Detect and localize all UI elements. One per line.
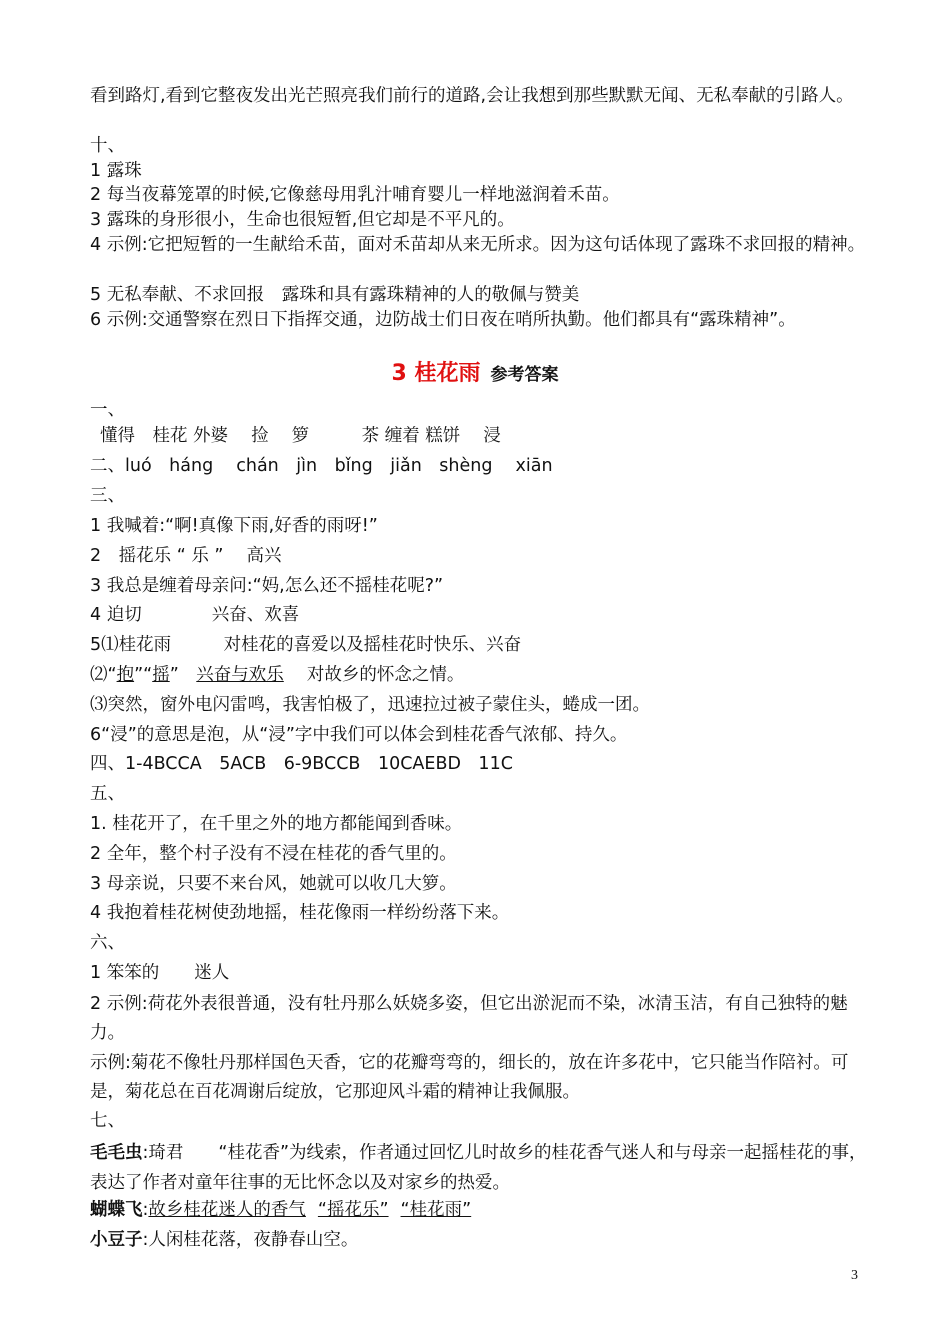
- section-two-pinyin: 二、luó háng chán jìn bǐng jiǎn shèng xiān: [90, 456, 553, 476]
- section-four-answers: 四、1-4BCCA 5ACB 6-9BCCB 10CAEBD 11C: [90, 754, 513, 774]
- answer-line: 1. 桂花开了，在千里之外的地方都能闻到香味。: [90, 814, 463, 834]
- section-five-heading: 五、: [90, 784, 125, 804]
- comment-text: :: [142, 1200, 149, 1220]
- underlined-word: 摇: [152, 665, 170, 685]
- text: ”“: [134, 665, 153, 685]
- section-one-words: 懂得 桂花 外婆 捡 箩 茶 缠着 糕饼 浸: [100, 426, 501, 446]
- lesson-title: [0, 356, 950, 387]
- answer-line: 6“浸”的意思是泡，从“浸”字中我们可以体会到桂花香气浓郁、持久。: [90, 725, 628, 745]
- lesson-title-sub: 参考答案: [490, 365, 559, 385]
- answer-line: 2 示例:荷花外表很普通，没有牡丹那么妖娆多姿，但它出淤泥而不染，冰清玉洁，有自己独特的魅力。: [90, 994, 848, 1043]
- answer-line: 1 笨笨的 迷人: [90, 963, 230, 983]
- text: ”: [169, 665, 197, 685]
- answer-line: 6 示例:交通警察在烈日下指挥交通，边防战士们日夜在哨所执勤。他们都具有“露珠精神”。: [90, 310, 796, 330]
- comment-text: :琦君 “桂花香”为线索，作者通过回忆儿时故乡的桂花香气迷人和与母亲一起摇桂花的事，表达了作者对童年往事的无比怀念以及对家乡的热爱。: [90, 1143, 867, 1193]
- answer-line: ⑶突然，窗外电闪雷鸣，我害怕极了，迅速拉过被子蒙住头，蜷成一团。: [90, 695, 650, 715]
- section-ten-heading: 十、: [90, 136, 125, 156]
- comment-line: [90, 1228, 870, 1252]
- answer-line: 1 我喊着:“啊!真像下雨,好香的雨呀!”: [90, 516, 378, 536]
- section-three-heading: 三、: [90, 486, 125, 506]
- answer-line: 3 我总是缠着母亲问:“妈,怎么还不摇桂花呢?”: [90, 576, 444, 596]
- answer-line: 4 示例:它把短暂的一生献给禾苗，面对禾苗却从来无所求。因为这句话体现了露珠不求回报的精神。: [90, 235, 866, 255]
- answer-line: 5 无私奉献、不求回报 露珠和具有露珠精神的人的敬佩与赞美: [90, 285, 580, 305]
- answer-line: 4 迫切 兴奋、欢喜: [90, 605, 300, 625]
- underlined-phrase: “摇花乐”: [317, 1200, 389, 1220]
- commenter-name: 蝴蝶飞: [90, 1200, 143, 1220]
- answer-line: 示例:菊花不像牡丹那样国色天香，它的花瓣弯弯的，细长的，放在许多花中，它只能当作陪衬。可是，菊花总在百花凋谢后绽放，它那迎风斗霜的精神让我佩服。: [90, 1053, 849, 1102]
- comment-line: [90, 1138, 870, 1198]
- section-six-heading: 六、: [90, 933, 125, 953]
- paragraph-street-lamp: 看到路灯,看到它整夜发出光芒照亮我们前行的道路,会让我想到那些默默无闻、无私奉献的引路人。: [90, 86, 854, 106]
- answer-line: 3 母亲说，只要不来台风，她就可以收几大箩。: [90, 874, 457, 894]
- commenter-name: 小豆子: [90, 1230, 143, 1250]
- answer-line: 5⑴桂花雨 对桂花的喜爱以及摇桂花时快乐、兴奋: [90, 635, 522, 655]
- underlined-word: 抱: [116, 665, 135, 685]
- commenter-name: 毛毛虫: [90, 1143, 143, 1163]
- answer-line: 2 全年，整个村子没有不浸在桂花的香气里的。: [90, 844, 457, 864]
- comment-line: [90, 1198, 870, 1222]
- section-one-heading: 一、: [90, 400, 125, 420]
- section-seven-heading: 七、: [90, 1111, 125, 1131]
- underlined-phrase: 故乡桂花迷人的香气: [148, 1200, 306, 1220]
- answer-line: [90, 663, 870, 687]
- text: 对故乡的怀念之情。: [283, 665, 465, 685]
- answer-line: 3 露珠的身形很小，生命也很短暂,但它却是不平凡的。: [90, 210, 515, 230]
- underlined-phrase: “桂花雨”: [400, 1200, 472, 1220]
- text: ⑵“: [90, 665, 117, 685]
- comment-text: :人闲桂花落，夜静春山空。: [142, 1230, 359, 1250]
- answer-line: 2 每当夜幕笼罩的时候,它像慈母用乳汁哺育婴儿一样地滋润着禾苗。: [90, 185, 620, 205]
- underlined-phrase: 兴奋与欢乐: [196, 665, 284, 685]
- lesson-title-main: 3 桂花雨: [391, 361, 481, 386]
- answer-line: 2 摇花乐 “ 乐 ” 高兴: [90, 546, 282, 566]
- page-number: 3: [851, 1268, 858, 1283]
- answer-line: 1 露珠: [90, 161, 142, 181]
- answer-line: 4 我抱着桂花树使劲地摇，桂花像雨一样纷纷落下来。: [90, 903, 510, 923]
